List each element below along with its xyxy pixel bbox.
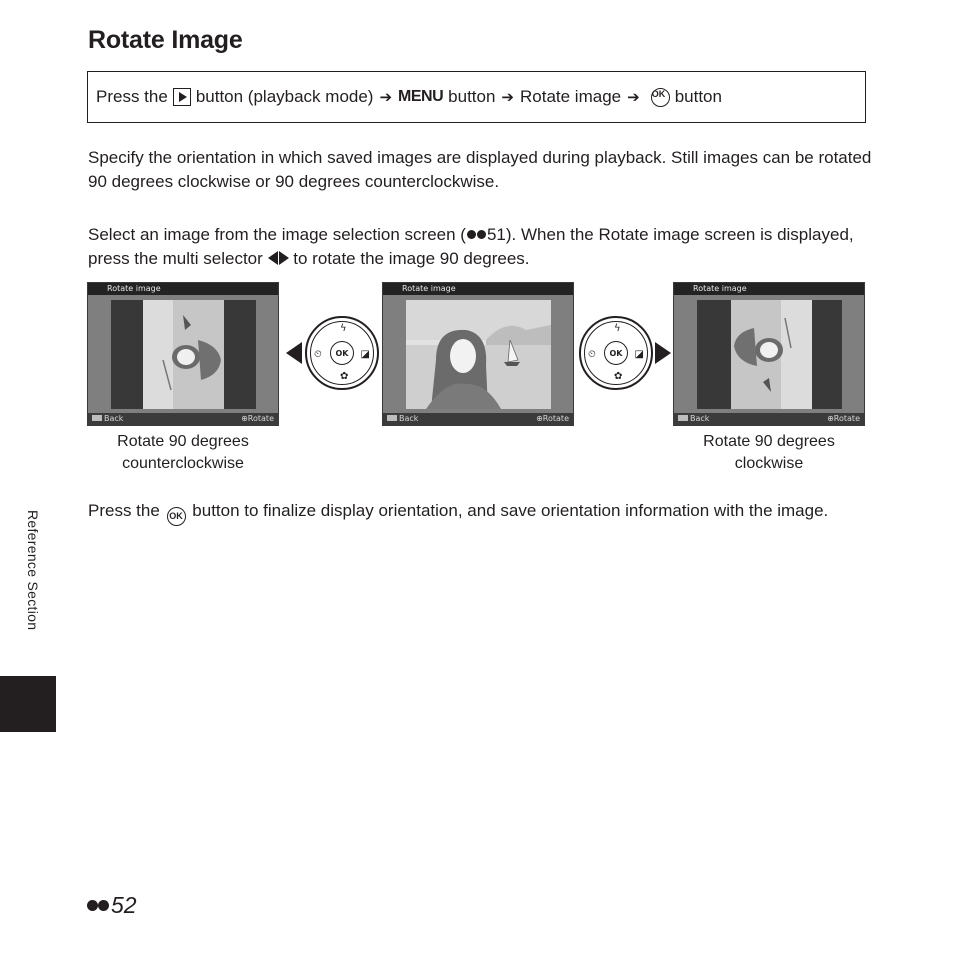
reference-icon: [467, 229, 486, 240]
screen-clockwise: [673, 282, 865, 426]
screen-footer: [88, 413, 278, 425]
flash-icon: ϟ: [340, 323, 347, 334]
back-label: Back: [104, 414, 124, 423]
side-section-label: Reference Section: [25, 510, 41, 631]
arrow-icon: ➔: [627, 89, 640, 106]
procedure-ok-text: button: [674, 87, 722, 106]
multi-selector-dial-right: [579, 316, 653, 390]
screen-original: [382, 282, 574, 426]
screen-footer: [674, 413, 864, 425]
menu-icon: MENU: [398, 88, 444, 105]
macro-icon: ✿: [340, 371, 349, 382]
flash-icon: ϟ: [614, 323, 621, 334]
rotate-label: Rotate: [833, 414, 860, 423]
back-label: Back: [399, 414, 419, 423]
procedure-box: [87, 71, 866, 123]
page-number: [86, 892, 137, 919]
multi-selector-icon: ⊕: [536, 414, 543, 423]
select-text-1: Select an image from the image selection screen (: [88, 225, 466, 244]
caption-clockwise: Rotate 90 degrees clockwise: [703, 433, 835, 472]
reference-icon: [87, 899, 109, 912]
multi-selector-left-right-icon: [268, 249, 289, 268]
exposure-icon: ◪: [634, 349, 644, 360]
procedure-press-the: Press the: [96, 87, 168, 106]
self-timer-icon: ⏲: [588, 349, 596, 360]
rotate-label: Rotate: [542, 414, 569, 423]
select-ref-page: 51: [486, 225, 506, 244]
arrow-right-icon: [655, 342, 671, 364]
side-section-tab: [0, 676, 56, 732]
arrow-icon: ➔: [379, 89, 393, 106]
self-timer-icon: ⏲: [314, 349, 322, 360]
procedure-rotate-image: Rotate image: [520, 87, 622, 106]
exposure-icon: ◪: [360, 349, 370, 360]
original-photo: [406, 300, 551, 409]
rotated-photo: [731, 300, 812, 409]
finalize-text-2: button to finalize display orientation, and save orientation information with the image.: [192, 501, 829, 520]
select-text-3: to rotate the image 90 degrees.: [293, 249, 530, 268]
page-number-value: 52: [111, 892, 137, 918]
ok-button-icon: OK: [167, 507, 186, 526]
screen-header: Rotate image: [383, 283, 573, 295]
menu-icon: [92, 415, 102, 421]
menu-icon: [678, 415, 688, 421]
finalize-paragraph: [88, 499, 868, 526]
caption-counterclockwise: Rotate 90 degrees counterclockwise: [117, 433, 249, 472]
procedure-play-text: button (playback mode): [195, 87, 374, 106]
back-label: Back: [690, 414, 710, 423]
select-paragraph: [88, 223, 878, 271]
multi-selector-icon: ⊕: [241, 414, 248, 423]
arrow-icon: ➔: [501, 89, 514, 106]
rotated-photo: [143, 300, 224, 409]
intro-paragraph: Specify the orientation in which saved images are displayed during playback. Still images can be rotated 90 degrees clockwise or 90 degrees counterclockwise.: [88, 148, 872, 191]
ok-button-icon: OK: [330, 341, 354, 365]
arrow-left-icon: [286, 342, 302, 364]
play-icon: [173, 88, 191, 106]
screen-counterclockwise: [87, 282, 279, 426]
screen-header: Rotate image: [88, 283, 278, 295]
multi-selector-dial-left: [305, 316, 379, 390]
page-title: Rotate Image: [88, 26, 243, 54]
screen-header: Rotate image: [674, 283, 864, 295]
ok-button-icon: OK: [604, 341, 628, 365]
procedure-menu-text: button: [448, 87, 496, 106]
select-text-2: ). When the Rotate image screen is displayed, press the multi selector: [88, 225, 854, 268]
multi-selector-icon: ⊕: [827, 414, 834, 423]
macro-icon: ✿: [614, 371, 623, 382]
finalize-text-1: Press the: [88, 501, 160, 520]
ok-button-icon: OK: [651, 88, 670, 107]
menu-icon: [387, 415, 397, 421]
screen-footer: [383, 413, 573, 425]
rotate-label: Rotate: [247, 414, 274, 423]
